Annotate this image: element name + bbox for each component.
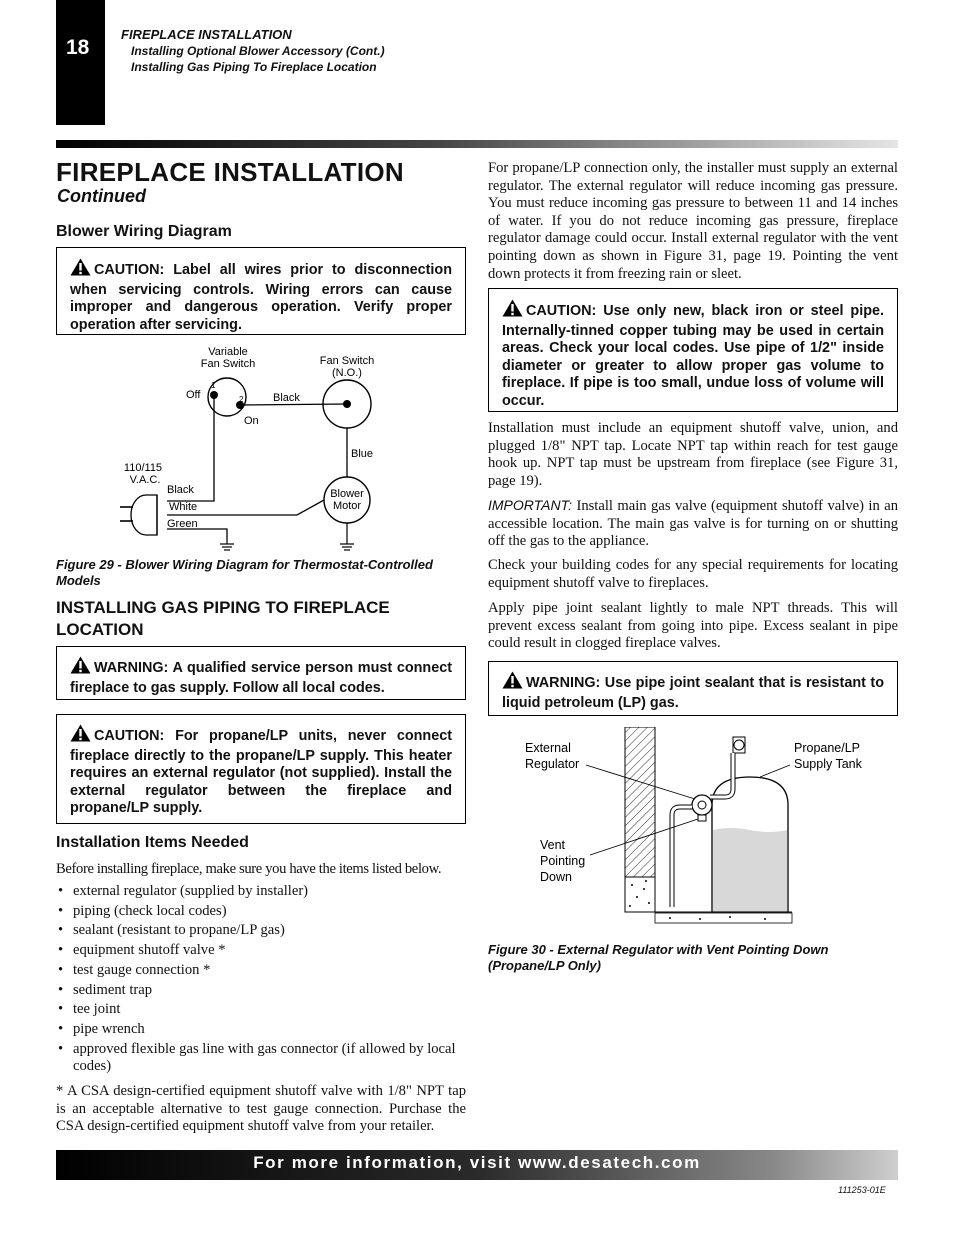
warning-triangle-icon bbox=[502, 671, 523, 695]
sealant-warning-box bbox=[488, 661, 898, 716]
pipe-caution-text: CAUTION: Use only new, black iron or steel pipe. Internally-tinned copper tubing may be used in certain areas. Check your local codes. Use pipe of 1/2" inside diameter or greater to allow proper gas volume to fireplace. If pipe is too small, undue loss of volume will occur. bbox=[502, 303, 884, 409]
label-vac: V.A.C. bbox=[129, 474, 161, 486]
warning-triangle-icon bbox=[70, 656, 91, 680]
liquid-level bbox=[713, 828, 787, 911]
header-section-title: FIREPLACE INSTALLATION bbox=[121, 27, 292, 42]
list-item: • equipment shutoff valve * bbox=[56, 941, 468, 961]
label-down: Down bbox=[540, 870, 572, 884]
label-position-1: 1 bbox=[211, 381, 216, 390]
label-black-wire: Black bbox=[167, 484, 194, 496]
label-external: External bbox=[525, 741, 571, 755]
blower-wiring-heading: Blower Wiring Diagram bbox=[56, 223, 232, 240]
label-supply-tank: Supply Tank bbox=[794, 757, 862, 771]
label-fan-switch: Fan Switch bbox=[200, 358, 256, 370]
propane-caution-box bbox=[56, 714, 466, 824]
regulator-illustration bbox=[520, 727, 880, 932]
label-regulator: Regulator bbox=[525, 757, 580, 771]
label-position-2: 2 bbox=[239, 395, 244, 404]
footer-website-text: For more information, visit www.desatech.com bbox=[253, 1153, 701, 1172]
pipe-caution-box bbox=[488, 288, 898, 412]
label-pointing: Pointing bbox=[540, 854, 586, 868]
blower-caution-box bbox=[56, 247, 466, 335]
header-rule bbox=[56, 140, 898, 148]
important-label: IMPORTANT: bbox=[488, 497, 572, 513]
gas-warning-text: WARNING: A qualified service person must connect fireplace to gas supply. Follow all local codes. bbox=[70, 660, 452, 696]
label-normally-open: (N.O.) bbox=[332, 367, 362, 379]
list-item: • sealant (resistant to propane/LP gas) bbox=[56, 921, 468, 941]
list-item: • test gauge connection * bbox=[56, 961, 468, 981]
label-black-wire-top: Black bbox=[273, 392, 300, 404]
sealant-paragraph: Apply pipe joint sealant lightly to male NPT threads. This will prevent excess sealant from going into pipe. Excess sealant in pipe could result in clogged fireplace valves. bbox=[488, 600, 898, 652]
important-paragraph bbox=[488, 497, 898, 551]
power-plug-symbol bbox=[131, 495, 157, 535]
sealant-warning-text: WARNING: Use pipe joint sealant that is resistant to liquid petroleum (LP) gas. bbox=[502, 675, 884, 711]
gas-piping-heading-line-1: INSTALLING GAS PIPING TO FIREPLACE bbox=[56, 598, 390, 617]
warning-triangle-icon bbox=[70, 258, 91, 282]
label-vent: Vent bbox=[540, 838, 566, 852]
label-blue-wire: Blue bbox=[351, 448, 374, 460]
list-item: • piping (check local codes) bbox=[56, 902, 468, 922]
label-motor: Motor bbox=[332, 500, 362, 512]
label-off: Off bbox=[186, 389, 201, 401]
label-variable: Variable bbox=[208, 346, 248, 358]
label-fan-switch-no: Fan Switch bbox=[319, 355, 375, 367]
warning-triangle-icon bbox=[70, 724, 91, 748]
label-voltage: 110/115 bbox=[123, 462, 163, 474]
figure-29-caption: Figure 29 - Blower Wiring Diagram for Thermostat-Controlled Models bbox=[56, 557, 433, 588]
external-regulator bbox=[692, 795, 712, 815]
items-intro: Before installing fireplace, make sure you have the items listed below. bbox=[56, 861, 442, 877]
important-text: Install main gas valve (equipment shutoff valve) in an accessible location. The main gas valve is for turning on or shutting off the gas to the appliance. bbox=[488, 498, 898, 550]
label-white-wire: White bbox=[169, 501, 198, 513]
page-subtitle: Continued bbox=[57, 186, 146, 206]
list-item: • tee joint bbox=[56, 1000, 468, 1020]
list-item: • external regulator (supplied by installer) bbox=[56, 882, 468, 902]
list-item: • pipe wrench bbox=[56, 1020, 468, 1040]
figure-30-caption: Figure 30 - External Regulator with Vent Pointing Down (Propane/LP Only) bbox=[488, 942, 829, 973]
list-item: • sediment trap bbox=[56, 981, 468, 1001]
label-green-wire: Green bbox=[167, 518, 198, 530]
propane-caution-text: CAUTION: For propane/LP units, never connect fireplace directly to the propane/LP supply. This heater requires an external regulator (not supplied). Install the external regulator between the fireplace and propane/LP supply. bbox=[70, 728, 452, 817]
label-on: On bbox=[244, 415, 259, 427]
items-needed-heading: Installation Items Needed bbox=[56, 834, 249, 851]
wall-section bbox=[625, 727, 655, 877]
page-title: FIREPLACE INSTALLATION bbox=[56, 157, 404, 187]
gas-piping-heading bbox=[56, 597, 466, 641]
footnote: * A CSA design-certified equipment shutoff valve with 1/8" NPT tap is an acceptable alternative to test gauge connection. Purchase the CSA design-certified equipment shutoff valve from your retailer. bbox=[56, 1083, 466, 1135]
warning-triangle-icon bbox=[502, 299, 523, 323]
items-list bbox=[56, 882, 468, 1076]
document-number: 111253-01E bbox=[838, 1185, 886, 1195]
header-subsection-1: Installing Optional Blower Accessory (Cont.) bbox=[131, 44, 385, 58]
page-number: 18 bbox=[66, 36, 90, 59]
list-item: • approved flexible gas line with gas connector (if allowed by local codes) bbox=[56, 1041, 468, 1076]
gas-warning-box bbox=[56, 646, 466, 700]
shutoff-valve-paragraph: Installation must include an equipment shutoff valve, union, and plugged 1/8" NPT tap. Locate NPT tap within reach for test gauge hook up. NPT tap must be upstream from fireplace (see Figure 31, page 19). bbox=[488, 420, 898, 489]
blower-caution-text: CAUTION: Label all wires prior to disconnection when servicing controls. Wiring errors can cause improper and dangerous operation. Verify proper operation after servicing. bbox=[70, 262, 452, 333]
propane-paragraph: For propane/LP connection only, the installer must supply an external regulator. The external regulator will reduce incoming gas pressure. You must reduce incoming gas pressure to between 11 and 14 inches of water. If you do not reduce incoming gas pressure, fireplace regulator damage could occur. Install external regulator with the vent pointing down as shown in Figure 31, page 19. Pointing the vent down protects it from freezing rain or sleet. bbox=[488, 160, 898, 282]
label-propane-lp: Propane/LP bbox=[794, 741, 861, 755]
gas-piping-heading-line-2: LOCATION bbox=[56, 620, 144, 639]
building-codes-paragraph: Check your building codes for any special requirements for locating equipment shutoff valve to fireplaces. bbox=[488, 557, 898, 591]
header-subsection-2: Installing Gas Piping To Fireplace Location bbox=[131, 60, 377, 74]
label-blower: Blower bbox=[330, 488, 364, 500]
page-number-tab bbox=[56, 0, 105, 125]
blower-wiring-diagram bbox=[110, 340, 430, 555]
